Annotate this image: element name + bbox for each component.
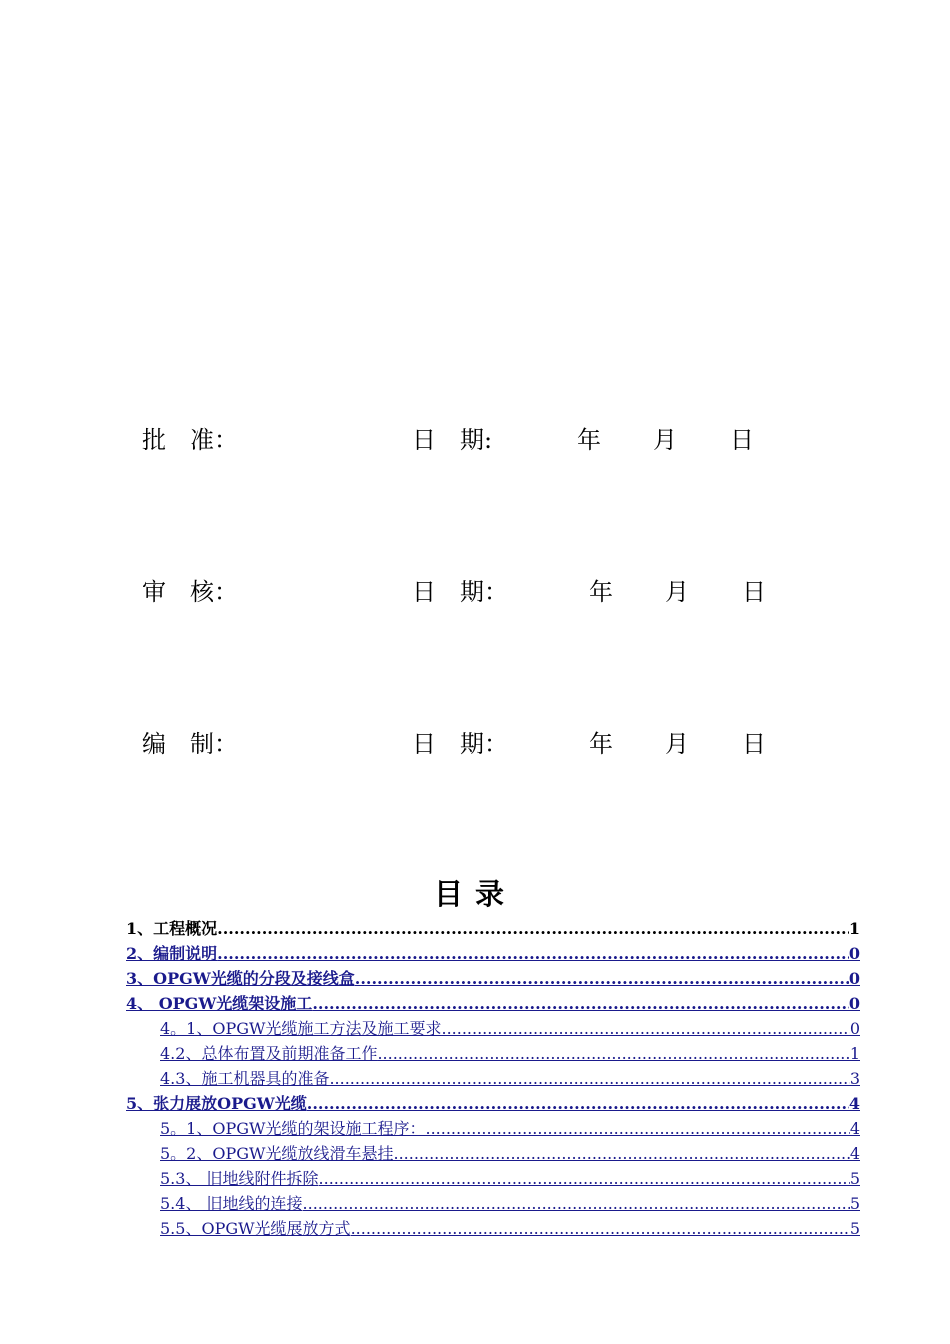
toc-page-number: 5 bbox=[849, 1219, 860, 1238]
toc-entry-5-5[interactable] bbox=[126, 1216, 860, 1241]
toc-entry-text: 3、OPGW光缆的分段及接线盒 bbox=[126, 969, 355, 988]
date-label: 日 期： bbox=[412, 578, 508, 606]
toc-entry-4-3[interactable] bbox=[126, 1066, 860, 1091]
review-label: 审 核： bbox=[142, 578, 238, 606]
dot-leader bbox=[217, 916, 849, 941]
toc-entry-text: 4。1、OPGW光缆施工方法及施工要求 bbox=[160, 1019, 442, 1038]
toc-title: 目录 bbox=[433, 877, 516, 911]
toc-entry-5-3[interactable] bbox=[126, 1166, 860, 1191]
toc-page-number: 1 bbox=[849, 1044, 860, 1063]
toc-page-number: 5 bbox=[849, 1194, 860, 1213]
toc-entry-text: 5.5、OPGW光缆展放方式 bbox=[160, 1219, 351, 1238]
signature-row-approve bbox=[0, 420, 950, 460]
day-label: 日 bbox=[742, 730, 766, 758]
toc-entry-text: 1、工程概况 bbox=[126, 919, 218, 938]
dot-leader bbox=[303, 1191, 850, 1216]
toc-page-number: 4 bbox=[849, 1119, 860, 1138]
toc-entry-2[interactable] bbox=[126, 941, 860, 966]
date-label: 日 期: bbox=[412, 426, 493, 454]
toc-entry-4[interactable] bbox=[126, 991, 860, 1016]
approve-label: 批 准： bbox=[142, 426, 238, 454]
toc-entry-text: 4.3、施工机器具的准备 bbox=[160, 1069, 330, 1088]
toc-page-number: 4 bbox=[849, 1144, 860, 1163]
toc-entry-text: 2、编制说明 bbox=[126, 944, 218, 963]
month-label: 月 bbox=[665, 578, 689, 606]
table-of-contents bbox=[126, 916, 860, 1241]
signature-row-review bbox=[0, 572, 950, 612]
toc-page-number: 0 bbox=[848, 994, 860, 1013]
dot-leader bbox=[329, 1066, 849, 1091]
toc-entry-text: 4、 OPGW光缆架设施工 bbox=[126, 994, 313, 1013]
toc-entry-5-4[interactable] bbox=[126, 1191, 860, 1216]
toc-entry-text: 5.3、 旧地线附件拆除 bbox=[160, 1169, 319, 1188]
toc-page-number: 3 bbox=[849, 1069, 860, 1088]
dot-leader bbox=[319, 1166, 850, 1191]
dot-leader bbox=[312, 991, 849, 1016]
toc-entry-4-2[interactable] bbox=[126, 1041, 860, 1066]
toc-entry-text: 5、张力展放OPGW光缆 bbox=[126, 1094, 307, 1113]
year-label: 年 bbox=[577, 426, 601, 454]
dot-leader bbox=[377, 1041, 849, 1066]
toc-entry-text: 5。2、OPGW光缆放线滑车悬挂 bbox=[160, 1144, 394, 1163]
dot-leader bbox=[441, 1016, 849, 1041]
toc-page-number: 0 bbox=[849, 1019, 860, 1038]
toc-page-number: 0 bbox=[848, 969, 860, 988]
date-label: 日 期： bbox=[412, 730, 508, 758]
dot-leader bbox=[355, 966, 849, 991]
dot-leader bbox=[393, 1141, 849, 1166]
day-label: 日 bbox=[742, 578, 766, 606]
dot-leader bbox=[351, 1216, 850, 1241]
year-label: 年 bbox=[589, 730, 613, 758]
year-label: 年 bbox=[589, 578, 613, 606]
toc-entry-4-1[interactable] bbox=[126, 1016, 860, 1041]
toc-page-number: 4 bbox=[848, 1094, 860, 1113]
compile-label: 编 制： bbox=[142, 730, 238, 758]
toc-entry-text: 5.4、 旧地线的连接 bbox=[160, 1194, 303, 1213]
signature-row-compile bbox=[0, 724, 950, 764]
toc-entry-5-2[interactable] bbox=[126, 1141, 860, 1166]
dot-leader bbox=[307, 1091, 849, 1116]
toc-entry-text: 4.2、总体布置及前期准备工作 bbox=[160, 1044, 378, 1063]
month-label: 月 bbox=[665, 730, 689, 758]
month-label: 月 bbox=[653, 426, 677, 454]
toc-entry-3[interactable] bbox=[126, 966, 860, 991]
toc-entry-text: 5。1、OPGW光缆的架设施工程序： bbox=[160, 1119, 426, 1138]
toc-page-number: 5 bbox=[849, 1169, 860, 1188]
dot-leader bbox=[217, 941, 849, 966]
toc-entry-5-1[interactable] bbox=[126, 1116, 860, 1141]
toc-page-number: 1 bbox=[848, 919, 860, 938]
toc-page-number: 0 bbox=[848, 944, 860, 963]
day-label: 日 bbox=[730, 426, 754, 454]
dot-leader bbox=[425, 1116, 849, 1141]
toc-entry-5[interactable] bbox=[126, 1091, 860, 1116]
toc-entry-1[interactable] bbox=[126, 916, 860, 941]
